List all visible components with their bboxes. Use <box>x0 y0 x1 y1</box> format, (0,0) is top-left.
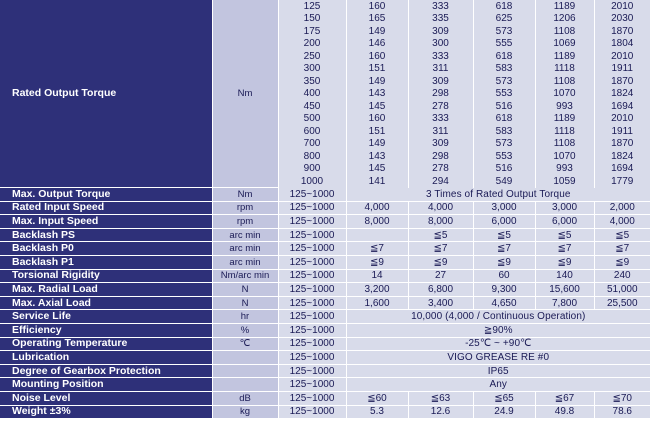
torque-size-cell: 450 <box>278 100 346 113</box>
torque-value-cell: 311 <box>408 125 473 138</box>
spec-row <box>0 255 650 269</box>
spec-unit: arc min <box>212 228 278 242</box>
torque-value-cell: 333 <box>408 50 473 63</box>
spec-label: Lubrication <box>0 351 212 365</box>
spec-value: 9,300 <box>473 283 535 297</box>
torque-value-cell: 618 <box>473 50 535 63</box>
torque-value-cell: 146 <box>346 38 408 51</box>
spec-value <box>346 228 408 242</box>
torque-value-cell: 549 <box>473 175 535 188</box>
spec-value: ≦9 <box>594 255 650 269</box>
torque-value-cell: 1069 <box>535 38 594 51</box>
torque-value-cell: 618 <box>473 0 535 13</box>
torque-value-cell: 143 <box>346 150 408 163</box>
torque-value-cell: 145 <box>346 163 408 176</box>
torque-value-cell: 993 <box>535 100 594 113</box>
torque-value-cell: 516 <box>473 100 535 113</box>
spec-unit: ℃ <box>212 337 278 351</box>
spec-unit: Nm/arc min <box>212 269 278 283</box>
spec-size-range: 125~1000 <box>278 188 346 202</box>
torque-value-cell: 1694 <box>594 100 650 113</box>
torque-value-cell: 309 <box>408 138 473 151</box>
spec-value: 240 <box>594 269 650 283</box>
spec-value: 4,650 <box>473 296 535 310</box>
spec-label: Max. Radial Load <box>0 283 212 297</box>
spec-label: Max. Output Torque <box>0 188 212 202</box>
spec-unit: N <box>212 283 278 297</box>
spec-value: ≦70 <box>594 391 650 405</box>
torque-size-cell: 400 <box>278 88 346 101</box>
torque-size-cell: 350 <box>278 75 346 88</box>
spec-value: 3,000 <box>535 201 594 215</box>
torque-value-cell: 993 <box>535 163 594 176</box>
spec-value: 25,500 <box>594 296 650 310</box>
spec-label: Mounting Position <box>0 378 212 392</box>
torque-size-cell: 125 <box>278 0 346 13</box>
rated-output-torque-label: Rated Output Torque <box>0 0 212 188</box>
spec-value: 5.3 <box>346 405 408 419</box>
spec-label: Backlash P0 <box>0 242 212 256</box>
torque-value-cell: 160 <box>346 50 408 63</box>
torque-value-cell: 160 <box>346 0 408 13</box>
spec-row <box>0 242 650 256</box>
spec-unit: arc min <box>212 242 278 256</box>
torque-value-cell: 298 <box>408 88 473 101</box>
spec-size-range: 125~1000 <box>278 283 346 297</box>
torque-value-cell: 1118 <box>535 125 594 138</box>
torque-size-cell: 300 <box>278 63 346 76</box>
torque-value-cell: 1189 <box>535 0 594 13</box>
spec-value: ≦7 <box>473 242 535 256</box>
spec-value: ≦9 <box>408 255 473 269</box>
torque-value-cell: 1189 <box>535 50 594 63</box>
spec-value: 8,000 <box>346 215 408 229</box>
torque-value-cell: 333 <box>408 0 473 13</box>
spec-label: Max. Axial Load <box>0 296 212 310</box>
spec-value: ≦5 <box>408 228 473 242</box>
spec-value: ≦7 <box>594 242 650 256</box>
torque-value-cell: 145 <box>346 100 408 113</box>
spec-value: 24.9 <box>473 405 535 419</box>
torque-value-cell: 2030 <box>594 13 650 26</box>
torque-value-cell: 1108 <box>535 138 594 151</box>
spec-span-value: ≧90% <box>346 323 650 337</box>
spec-unit: arc min <box>212 255 278 269</box>
torque-value-cell: 1824 <box>594 150 650 163</box>
torque-value-cell: 165 <box>346 13 408 26</box>
spec-value: ≦5 <box>535 228 594 242</box>
spec-row <box>0 378 650 392</box>
torque-value-cell: 1779 <box>594 175 650 188</box>
spec-size-range: 125~1000 <box>278 405 346 419</box>
spec-value: ≦9 <box>473 255 535 269</box>
spec-size-range: 125~1000 <box>278 323 346 337</box>
torque-size-cell: 175 <box>278 25 346 38</box>
spec-value: ≦7 <box>408 242 473 256</box>
spec-label: Operating Temperature <box>0 337 212 351</box>
torque-value-cell: 143 <box>346 88 408 101</box>
spec-unit: kg <box>212 405 278 419</box>
torque-size-cell: 900 <box>278 163 346 176</box>
spec-label: Noise Level <box>0 391 212 405</box>
spec-unit: rpm <box>212 215 278 229</box>
spec-size-range: 125~1000 <box>278 337 346 351</box>
spec-unit: N <box>212 296 278 310</box>
torque-value-cell: 160 <box>346 113 408 126</box>
torque-value-cell: 573 <box>473 75 535 88</box>
spec-value: ≦67 <box>535 391 594 405</box>
spec-row <box>0 296 650 310</box>
torque-value-cell: 1694 <box>594 163 650 176</box>
spec-size-range: 125~1000 <box>278 269 346 283</box>
spec-value: 1,600 <box>346 296 408 310</box>
torque-value-cell: 309 <box>408 25 473 38</box>
spec-value: 78.6 <box>594 405 650 419</box>
spec-label: Efficiency <box>0 323 212 337</box>
torque-value-cell: 2010 <box>594 113 650 126</box>
spec-size-range: 125~1000 <box>278 364 346 378</box>
spec-size-range: 125~1000 <box>278 391 346 405</box>
spec-row <box>0 391 650 405</box>
torque-size-cell: 500 <box>278 113 346 126</box>
torque-value-cell: 1870 <box>594 138 650 151</box>
spec-row <box>0 188 650 202</box>
spec-value: 4,000 <box>594 215 650 229</box>
spec-row <box>0 351 650 365</box>
spec-value: 140 <box>535 269 594 283</box>
spec-value: 15,600 <box>535 283 594 297</box>
spec-unit <box>212 351 278 365</box>
spec-row <box>0 405 650 419</box>
spec-span-value: Any <box>346 378 650 392</box>
torque-value-cell: 311 <box>408 63 473 76</box>
torque-size-cell: 200 <box>278 38 346 51</box>
torque-value-cell: 1108 <box>535 75 594 88</box>
spec-value: 3,400 <box>408 296 473 310</box>
spec-row <box>0 364 650 378</box>
torque-value-cell: 149 <box>346 138 408 151</box>
torque-value-cell: 1070 <box>535 150 594 163</box>
torque-value-cell: 1911 <box>594 63 650 76</box>
spec-value: ≦5 <box>473 228 535 242</box>
spec-value: ≦5 <box>594 228 650 242</box>
torque-value-cell: 1870 <box>594 25 650 38</box>
spec-label: Rated Input Speed <box>0 201 212 215</box>
spec-label: Degree of Gearbox Protection <box>0 364 212 378</box>
spec-value: 3,000 <box>473 201 535 215</box>
spec-label: Backlash PS <box>0 228 212 242</box>
torque-value-cell: 1870 <box>594 75 650 88</box>
torque-size-cell: 600 <box>278 125 346 138</box>
spec-value: 60 <box>473 269 535 283</box>
torque-size-cell: 150 <box>278 13 346 26</box>
spec-size-range: 125~1000 <box>278 310 346 324</box>
spec-row <box>0 310 650 324</box>
torque-size-cell: 1000 <box>278 175 346 188</box>
torque-value-cell: 298 <box>408 150 473 163</box>
spec-unit <box>212 364 278 378</box>
spec-value: 8,000 <box>408 215 473 229</box>
spec-size-range: 125~1000 <box>278 201 346 215</box>
torque-size-cell: 800 <box>278 150 346 163</box>
torque-value-cell: 151 <box>346 125 408 138</box>
torque-value-cell: 151 <box>346 63 408 76</box>
spec-value: ≦60 <box>346 391 408 405</box>
spec-value: 12.6 <box>408 405 473 419</box>
torque-value-cell: 553 <box>473 88 535 101</box>
spec-value: ≦65 <box>473 391 535 405</box>
torque-value-cell: 573 <box>473 25 535 38</box>
spec-value: ≦7 <box>535 242 594 256</box>
spec-value: 3,200 <box>346 283 408 297</box>
torque-value-cell: 278 <box>408 100 473 113</box>
spec-span-value: 10,000 (4,000 / Continuous Operation) <box>346 310 650 324</box>
spec-label: Max. Input Speed <box>0 215 212 229</box>
torque-value-cell: 294 <box>408 175 473 188</box>
torque-value-cell: 1070 <box>535 88 594 101</box>
spec-label: Service Life <box>0 310 212 324</box>
spec-row <box>0 283 650 297</box>
spec-value: 14 <box>346 269 408 283</box>
torque-value-cell: 278 <box>408 163 473 176</box>
spec-size-range: 125~1000 <box>278 215 346 229</box>
rated-output-torque-unit: Nm <box>212 0 278 188</box>
torque-value-cell: 333 <box>408 113 473 126</box>
spec-value: 4,000 <box>346 201 408 215</box>
spec-size-range: 125~1000 <box>278 228 346 242</box>
torque-value-cell: 553 <box>473 150 535 163</box>
spec-label: Backlash P1 <box>0 255 212 269</box>
spec-value: ≦63 <box>408 391 473 405</box>
spec-row <box>0 337 650 351</box>
spec-size-range: 125~1000 <box>278 242 346 256</box>
spec-span-value: 3 Times of Rated Output Torque <box>346 188 650 202</box>
spec-value: 6,800 <box>408 283 473 297</box>
torque-value-cell: 300 <box>408 38 473 51</box>
spec-size-range: 125~1000 <box>278 255 346 269</box>
spec-unit: % <box>212 323 278 337</box>
torque-value-cell: 573 <box>473 138 535 151</box>
spec-label: Weight ±3% <box>0 405 212 419</box>
torque-value-cell: 141 <box>346 175 408 188</box>
torque-value-cell: 583 <box>473 125 535 138</box>
torque-value-cell: 1206 <box>535 13 594 26</box>
spec-row <box>0 228 650 242</box>
spec-value: 51,000 <box>594 283 650 297</box>
spec-value: 4,000 <box>408 201 473 215</box>
spec-unit: rpm <box>212 201 278 215</box>
spec-unit: dB <box>212 391 278 405</box>
torque-size-cell: 250 <box>278 50 346 63</box>
torque-value-cell: 1108 <box>535 25 594 38</box>
spec-span-value: IP65 <box>346 364 650 378</box>
spec-value: 6,000 <box>473 215 535 229</box>
torque-value-cell: 618 <box>473 113 535 126</box>
torque-value-cell: 1118 <box>535 63 594 76</box>
spec-value: ≦9 <box>346 255 408 269</box>
torque-value-cell: 555 <box>473 38 535 51</box>
rated-torque-row <box>0 0 650 13</box>
spec-unit: Nm <box>212 188 278 202</box>
spec-unit: hr <box>212 310 278 324</box>
spec-row <box>0 215 650 229</box>
torque-value-cell: 2010 <box>594 0 650 13</box>
torque-value-cell: 2010 <box>594 50 650 63</box>
torque-value-cell: 309 <box>408 75 473 88</box>
spec-row <box>0 323 650 337</box>
spec-value: 6,000 <box>535 215 594 229</box>
spec-span-value: -25℃ ~ +90℃ <box>346 337 650 351</box>
spec-size-range: 125~1000 <box>278 351 346 365</box>
torque-value-cell: 1911 <box>594 125 650 138</box>
spec-label: Torsional Rigidity <box>0 269 212 283</box>
torque-value-cell: 583 <box>473 63 535 76</box>
spec-value: 7,800 <box>535 296 594 310</box>
torque-value-cell: 149 <box>346 25 408 38</box>
torque-value-cell: 149 <box>346 75 408 88</box>
torque-value-cell: 1804 <box>594 38 650 51</box>
spec-row <box>0 201 650 215</box>
spec-value: ≦9 <box>535 255 594 269</box>
spec-value: 27 <box>408 269 473 283</box>
torque-value-cell: 1824 <box>594 88 650 101</box>
spec-value: ≦7 <box>346 242 408 256</box>
spec-row <box>0 269 650 283</box>
torque-value-cell: 625 <box>473 13 535 26</box>
torque-value-cell: 516 <box>473 163 535 176</box>
spec-size-range: 125~1000 <box>278 296 346 310</box>
torque-value-cell: 1059 <box>535 175 594 188</box>
spec-unit <box>212 378 278 392</box>
torque-value-cell: 1189 <box>535 113 594 126</box>
torque-size-cell: 700 <box>278 138 346 151</box>
spec-value: 2,000 <box>594 201 650 215</box>
torque-value-cell: 335 <box>408 13 473 26</box>
spec-span-value: VIGO GREASE RE #0 <box>346 351 650 365</box>
spec-value: 49.8 <box>535 405 594 419</box>
spec-size-range: 125~1000 <box>278 378 346 392</box>
